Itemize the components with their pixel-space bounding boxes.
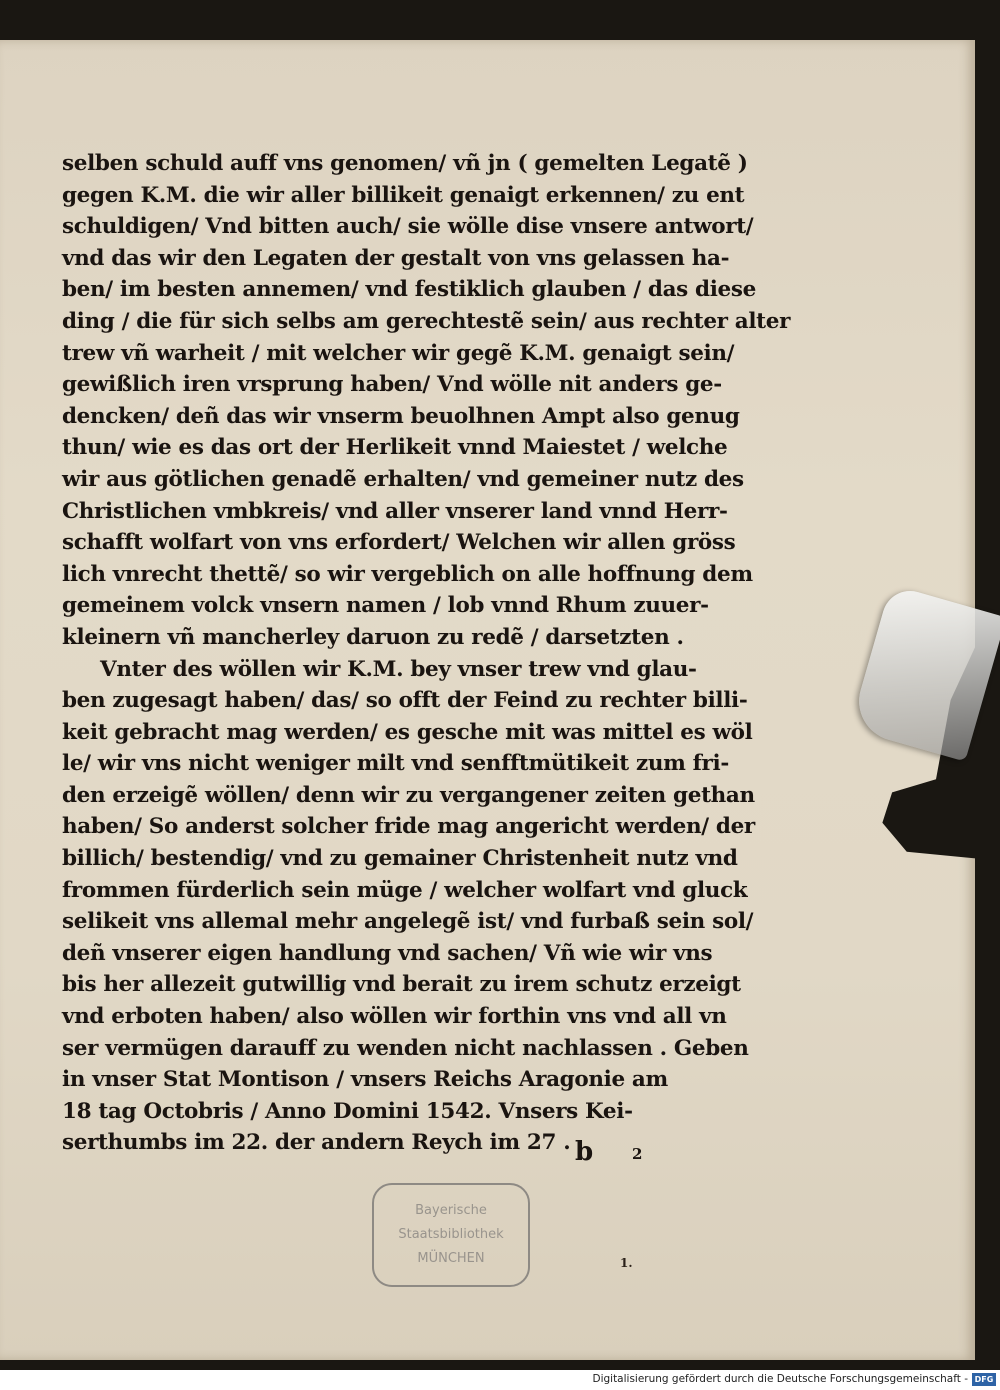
text-line: ben zugesagt haben/ das/ so offt der Feind zu rechter billi- <box>62 688 748 714</box>
text-line: ben/ im besten annemen/ vnd festiklich glauben / das diese <box>62 277 756 303</box>
text-line: selben schuld auff vns genomen/ vñ jn ( gemelten Legatẽ ) <box>62 151 748 176</box>
text-line: schuldigen/ Vnd bitten auch/ sie wölle dise vnsere antwort/ <box>62 214 754 240</box>
text-line: bis her allezeit gutwillig vnd berait zu irem schutz erzeigt <box>62 972 741 998</box>
stray-mark: 1. <box>620 1256 633 1270</box>
text-line: vnd das wir den Legaten der gestalt von vns gelassen ha- <box>62 245 730 271</box>
text-line: keit gebracht mag werden/ es gesche mit was mittel es wöl <box>62 719 753 745</box>
text-line: gewißlich iren vrsprung haben/ Vnd wölle nit anders ge- <box>62 372 722 398</box>
text-line: trew vñ warheit / mit welcher wir gegẽ K.M. genaigt sein/ <box>62 340 735 366</box>
signature-mark: b <box>575 1137 594 1167</box>
text-line: schafft wolfart von vns erfordert/ Welchen wir allen gröss <box>62 530 736 556</box>
stamp-line: MÜNCHEN <box>417 1251 485 1266</box>
text-line: 18 tag Octobris / Anno Domini 1542. Vnsers Kei- <box>62 1098 633 1124</box>
document-text <box>62 148 791 1159</box>
text-line: lich vnrecht thettẽ/ so wir vergeblich on alle hoffnung dem <box>62 561 753 587</box>
text-line: ser vermügen darauff zu wenden nicht nachlassen . Geben <box>62 1035 749 1061</box>
footer-bar <box>0 1370 1000 1390</box>
text-line: gegen K.M. die wir aller billikeit genaigt erkennen/ zu ent <box>62 182 745 208</box>
footer-credit: Digitalisierung gefördert durch die Deutsche Forschungsgemeinschaft - <box>592 1373 968 1385</box>
text-line: gemeinem volck vnsern namen / lob vnnd Rhum zuuer- <box>62 593 709 619</box>
text-line: dencken/ deñ das wir vnserm beuolhnen Ampt also genug <box>62 403 740 429</box>
signature-number: 2 <box>632 1145 643 1163</box>
dfg-logo-icon[interactable]: DFG <box>972 1373 996 1386</box>
text-line: in vnser Stat Montison / vnsers Reichs Aragonie am <box>62 1067 668 1093</box>
text-line: kleinern vñ mancherley daruon zu redẽ / darsetzten . <box>62 624 684 650</box>
paragraph-start-line: Vnter des wöllen wir K.M. bey vnser trew vnd glau- <box>100 656 697 682</box>
text-line: Christlichen vmbkreis/ vnd aller vnserer land vnnd Herr- <box>62 498 728 524</box>
text-line: serthumbs im 22. der andern Reych im 27 . <box>62 1130 571 1156</box>
text-line: le/ wir vns nicht weniger milt vnd senfftmütikeit zum fri- <box>62 751 729 777</box>
text-line: deñ vnserer eigen handlung vnd sachen/ Vñ wie wir vns <box>62 940 713 966</box>
text-line: billich/ bestendig/ vnd zu gemainer Christenheit nutz vnd <box>62 846 738 872</box>
text-line: den erzeigẽ wöllen/ denn wir zu vergangener zeiten gethan <box>62 782 755 808</box>
library-stamp <box>372 1183 530 1287</box>
text-line: frommen fürderlich sein müge / welcher wolfart vnd gluck <box>62 877 748 903</box>
text-line: thun/ wie es das ort der Herlikeit vnnd Maiestet / welche <box>62 435 728 461</box>
text-line: selikeit vns allemal mehr angelegẽ ist/ vnd furbaß sein sol/ <box>62 909 754 935</box>
text-line: haben/ So anderst solcher fride mag angericht werden/ der <box>62 814 755 840</box>
text-line: wir aus götlichen genadẽ erhalten/ vnd gemeiner nutz des <box>62 466 744 492</box>
text-line: ding / die für sich selbs am gerechtestẽ sein/ aus rechter alter <box>62 308 791 334</box>
text-line: vnd erboten haben/ also wöllen wir forthin vns vnd all vn <box>62 1004 727 1030</box>
stamp-line: Bayerische <box>415 1203 487 1218</box>
stamp-line: Staatsbibliothek <box>398 1227 504 1242</box>
